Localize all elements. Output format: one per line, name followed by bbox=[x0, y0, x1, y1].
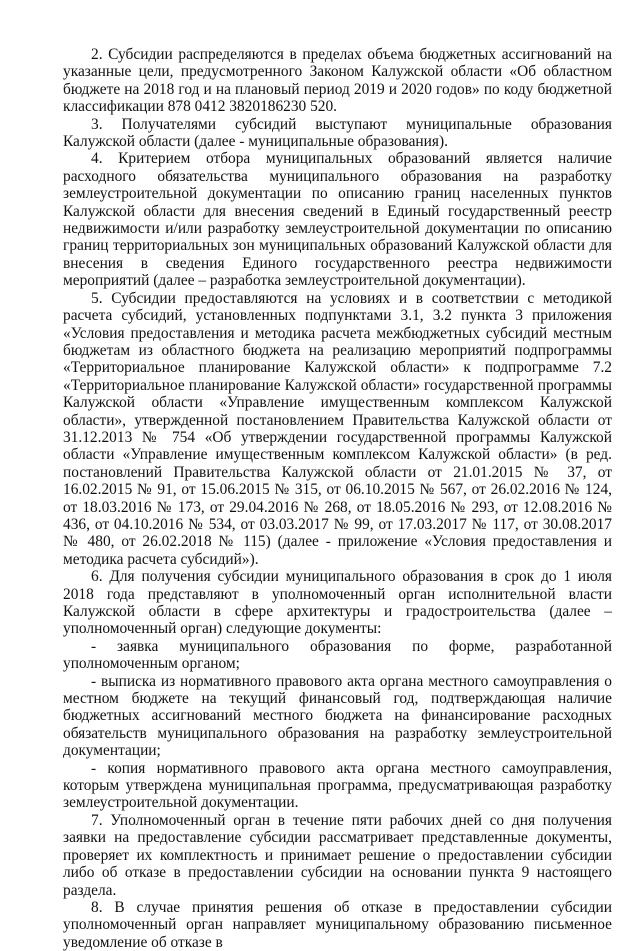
list-item-program-copy: - копия нормативного правового акта органа местного самоуправления, которым утверждена муниципальная программа, предусматривающая разработку землеустроительной документации. bbox=[63, 759, 612, 812]
paragraph-6-required-documents: 6. Для получения субсидии муниципального образования в срок до 1 июля 2018 года представляют в уполномоченный орган исполнительной власти Калужской области в сфере архитектуры и градостроительства (далее – уполномоченный орган) следующие документы: bbox=[63, 568, 612, 638]
paragraph-2-budget-allocation: 2. Субсидии распределяются в пределах объема бюджетных ассигнований на указанные цели, предусмотренного Законом Калужской области «Об областном бюджете на 2018 год и на плановый период 2019 и 2020 годов» по коду бюджетной классификации 878 0412 3820186230 520. bbox=[63, 46, 612, 116]
paragraph-5-conditions: 5. Субсидии предоставляются на условиях и в соответствии с методикой расчета субсидий, установленных подпунктами 3.1, 3.2 пункта 3 приложения «Условия предоставления и методика расчета межбюджетных субсидий местным бюджетам из областного бюджета на реализацию мероприятий подпрограммы «Территориальное планирование Калужской области» к подпрограмме 7.2 «Территориальное планирование Калужской области» государственной программы Калужской области «Управление имущественным комплексом Калужской области», утвержденной постановлением Правительства Калужской области от 31.12.2013 № 754 «Об утверждении государственной программы Калужской области «Управление имущественным комплексом Калужской области» (в ред. постановлений Правительства Калужской области от 21.01.2015 № 37, от 16.02.2015 № 91, от 15.06.2015 № 315, от 06.10.2015 № 567, от 26.02.2016 № 124, от 18.03.2016 № 173, от 29.04.2016 № 268, от 18.05.2016 № 293, от 12.08.2016 № 436, от 04.10.2016 № 534, от 03.03.2017 № 99, от 17.03.2017 № 117, от 30.08.2017 № 480, от 26.02.2018 № 115) (далее - приложение «Условия предоставления и методика расчета субсидий»). bbox=[63, 289, 612, 568]
paragraph-4-selection-criterion: 4. Критерием отбора муниципальных образований является наличие расходного обязательства муниципального образования на разработку землеустроительной документации по описанию границ населенных пунктов Калужской области для внесения сведений в Единый государственный реестр недвижимости и/или разработку землеустроительной документации по описанию границ территориальных зон муниципальных образований Калужской области для внесения в сведения Единого государственного реестра недвижимости мероприятий (далее – разработка землеустроительной документации). bbox=[63, 150, 612, 290]
list-item-budget-extract: - выписка из нормативного правового акта органа местного самоуправления о местном бюджете на текущий финансовый год, подтверждающая наличие бюджетных ассигнований местного бюджета на финансирование расходных обязательств муниципального образования на разработку землеустроительной документации; bbox=[63, 672, 612, 760]
paragraph-3-recipients: 3. Получателями субсидий выступают муниципальные образования Калужской области (далее - муниципальные образования). bbox=[63, 115, 612, 151]
list-item-application: - заявка муниципального образования по форме, разработанной уполномоченным органом; bbox=[63, 637, 612, 673]
paragraph-8-refusal: 8. В случае принятия решения об отказе в предоставлении субсидии уполномоченный орган направляет муниципальному образованию письменное уведомление об отказе в bbox=[63, 898, 612, 951]
paragraph-7-review: 7. Уполномоченный орган в течение пяти рабочих дней со дня получения заявки на предоставление субсидии рассматривает представленные документы, проверяет их комплектность и принимает решение о предоставлении субсидии либо об отказе в предоставлении субсидии на основании пункта 9 настоящего раздела. bbox=[63, 811, 612, 899]
